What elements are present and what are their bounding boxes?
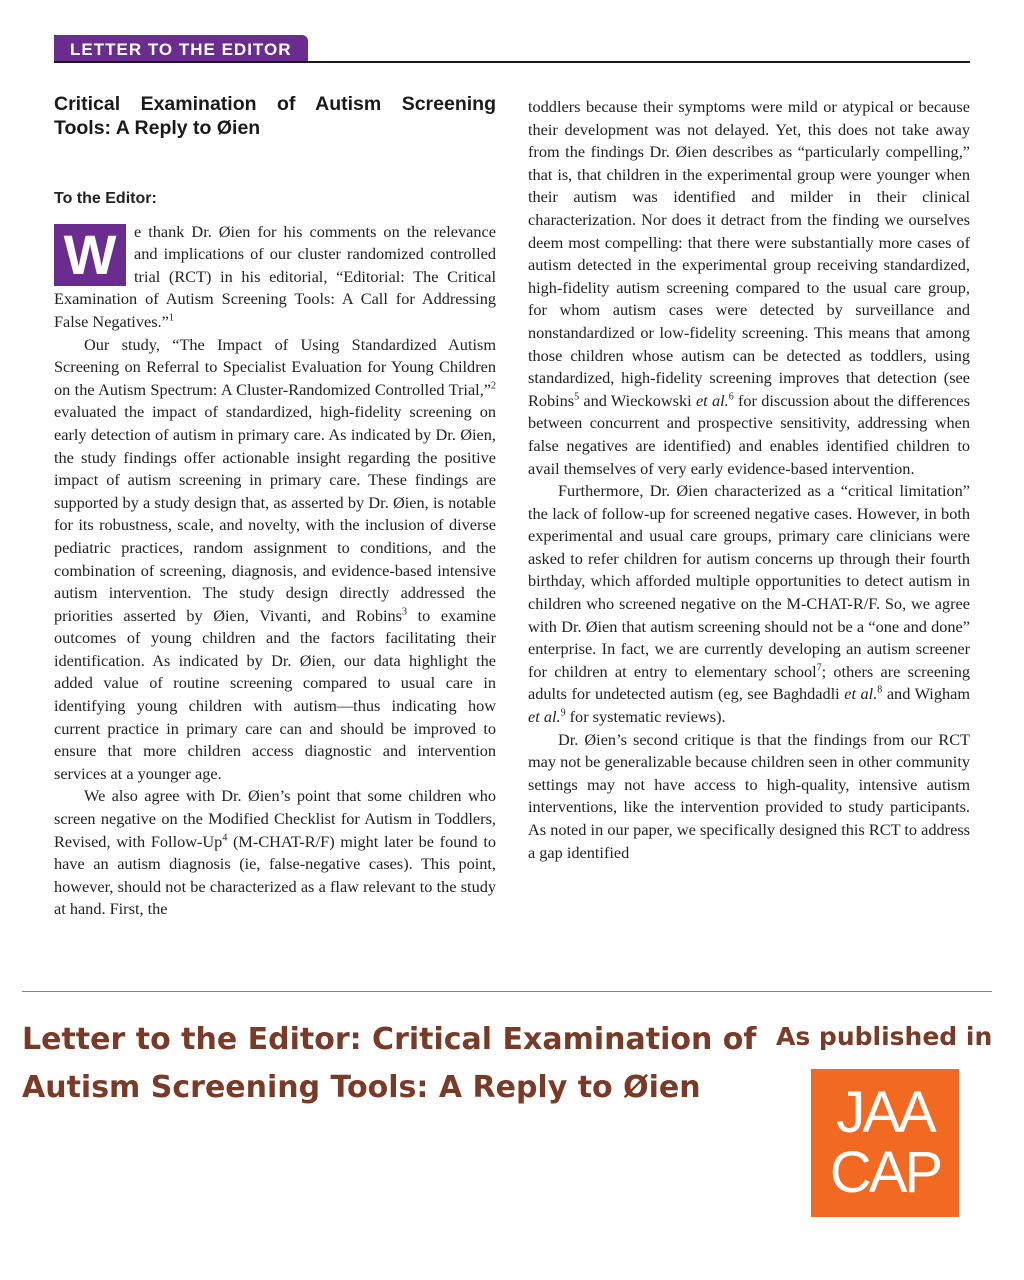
ref-2: 2	[491, 380, 496, 392]
paragraph-4-text-b: ; others are screening adults for undetected autism (eg, see Baghdadli	[528, 661, 970, 704]
ref-1: 1	[168, 312, 174, 324]
footer-caption: Letter to the Editor: Critical Examination of Autism Screening Tools: A Reply to Øien	[22, 1022, 757, 1105]
published-in-label: As published in	[776, 1022, 993, 1051]
paragraph-2-text-c: to examine outcomes of young children and the factors facilitating their identification. As indicated by Dr. Øien, our data highlight the added value of routine screening compared to usual care in identifying young children with autism—thus indicating how current practice in primary care can and should be improved to ensure that more children access diagnostic and intervention services at a younger age.	[54, 605, 496, 783]
paragraph-3-text-a: We also agree with Dr. Øien’s point that some children who screen negative on the Modified Checklist for Autism in Toddlers, Revised, with Follow-Up	[54, 786, 496, 851]
et-al-1: et al.	[695, 390, 729, 410]
jaacap-logo	[811, 1069, 959, 1217]
paragraph-3-text-c: and Wieckowski	[579, 390, 696, 410]
paragraph-3-text-d: for discussion about the differences between concurrent and prospective sensitivity, addressing when false negatives are identified) and enables identified children to avail themselves of very early evidence-based intervention.	[528, 390, 970, 478]
et-al-2: et al.	[844, 684, 878, 704]
section-label: LETTER TO THE EDITOR	[54, 35, 308, 63]
ref-8: 8	[877, 685, 883, 697]
paragraph-2-text-b: evaluated the impact of standardized, high-fidelity screening on early detection of autism in primary care. As indicated by Dr. Øien, the study findings offer actionable insight regarding the positive impact of autism screening in primary care. These findings are supported by a study design that, as asserted by Dr. Øien, is notable for its robustness, scale, and novelty, with the inclusion of diverse pediatric practices, random assignment to conditions, and the combination of screening, diagnosis, and evidence-based intensive autism intervention. The study design directly addressed the priorities asserted by Øien, Vivanti, and Robins	[54, 402, 496, 625]
salutation: To the Editor:	[54, 190, 157, 207]
ref-4: 4	[222, 832, 228, 844]
ref-7: 7	[816, 662, 822, 674]
paragraph-3-text-b-lead: (M-CHAT-R/F) might later be found to have an autism diagnosis (ie, false-negative cases). This point, however, should not be characterized as a flaw relevant to the study at hand. First, the	[54, 831, 496, 919]
et-al-3: et al.	[528, 707, 561, 727]
paragraph-5: Dr. Øien’s second critique is that the findings from our RCT may not be generalizable because children seen in other community settings may not have access to high-quality, intensive autism interventions, like the intervention provided to study participants. As noted in our paper, we specifically designed this RCT to address a gap identified	[528, 729, 970, 862]
paragraph-2	[54, 334, 496, 786]
ref-9: 9	[560, 707, 566, 719]
paragraph-3-cont: toddlers because their symptoms were mild or atypical or because their development was not delayed. Yet, this does not take away from the findings Dr. Øien describes as “particularly compelling,” that is, that children in the experimental group were younger when their autism was identified and milder in their clinical characterization. Nor does it detract from the finding we ourselves deem most compelling: that there were substantially more cases of autism detected in the experimental group receiving standardized, high-fidelity autism screening compared to the usual care group, for whom autism cases were detected by surveillance and nonstandardized or low-fidelity screening. This means that among those children whose autism can be detected as toddlers, using standardized, high-fidelity screening improves that detection (see Robins$^5$ and Wieckowski et al.$^6$ for discussion about the differences between concurrent and prospective sensitivity, addressing when false negatives are identified) and enables identified children to avail themselves of very early evidence-based intervention.	[528, 97, 970, 478]
paragraph-1	[54, 221, 496, 334]
logo-line-1: JAA	[836, 1080, 934, 1145]
paragraph-4-text-c: and Wigham	[882, 684, 971, 704]
ref-5: 5	[574, 391, 580, 403]
ref-3: 3	[402, 606, 408, 618]
footer-rule	[22, 991, 992, 992]
drop-cap: W	[54, 224, 126, 286]
article-title: Critical Examination of Autism Screening Tools: A Reply to Øien	[54, 93, 496, 139]
right-column	[528, 96, 970, 864]
paragraph-4	[528, 480, 970, 729]
paragraph-1-text: e thank Dr. Øien for his comments on the relevance and implications of our cluster randomized controlled trial (RCT) in his editorial, “Editorial: The Critical Examination of Autism Screening Tools: A Call for Addressing False Negatives.”	[54, 221, 496, 331]
left-column	[54, 92, 496, 921]
paragraph-4-text-d: for systematic reviews).	[565, 707, 726, 727]
ref-6: 6	[728, 391, 734, 403]
paragraph-4-text-a: Furthermore, Dr. Øien characterized as a “critical limitation” the lack of follow-up for screened negative cases. However, in both experimental and usual care groups, primary care clinicians were asked to refer children for autism concerns up through their fourth birthday, which afforded multiple opportunities to detect autism in children who screened negative on the M-CHAT-R/F. So, we agree with Dr. Øien that autism screening should not be a “one and done” enterprise. In fact, we are currently developing an autism screener for children at entry to elementary school	[528, 481, 970, 681]
logo-line-2: CAP	[829, 1140, 941, 1205]
header-rule	[54, 61, 970, 63]
paragraph-2-text-a: Our study, “The Impact of Using Standardized Autism Screening on Referral to Specialist Evaluation for Young Children on the Autism Spectrum: A Cluster-Randomized Controlled Trial,”	[54, 334, 496, 399]
paragraph-3-start	[54, 785, 496, 921]
